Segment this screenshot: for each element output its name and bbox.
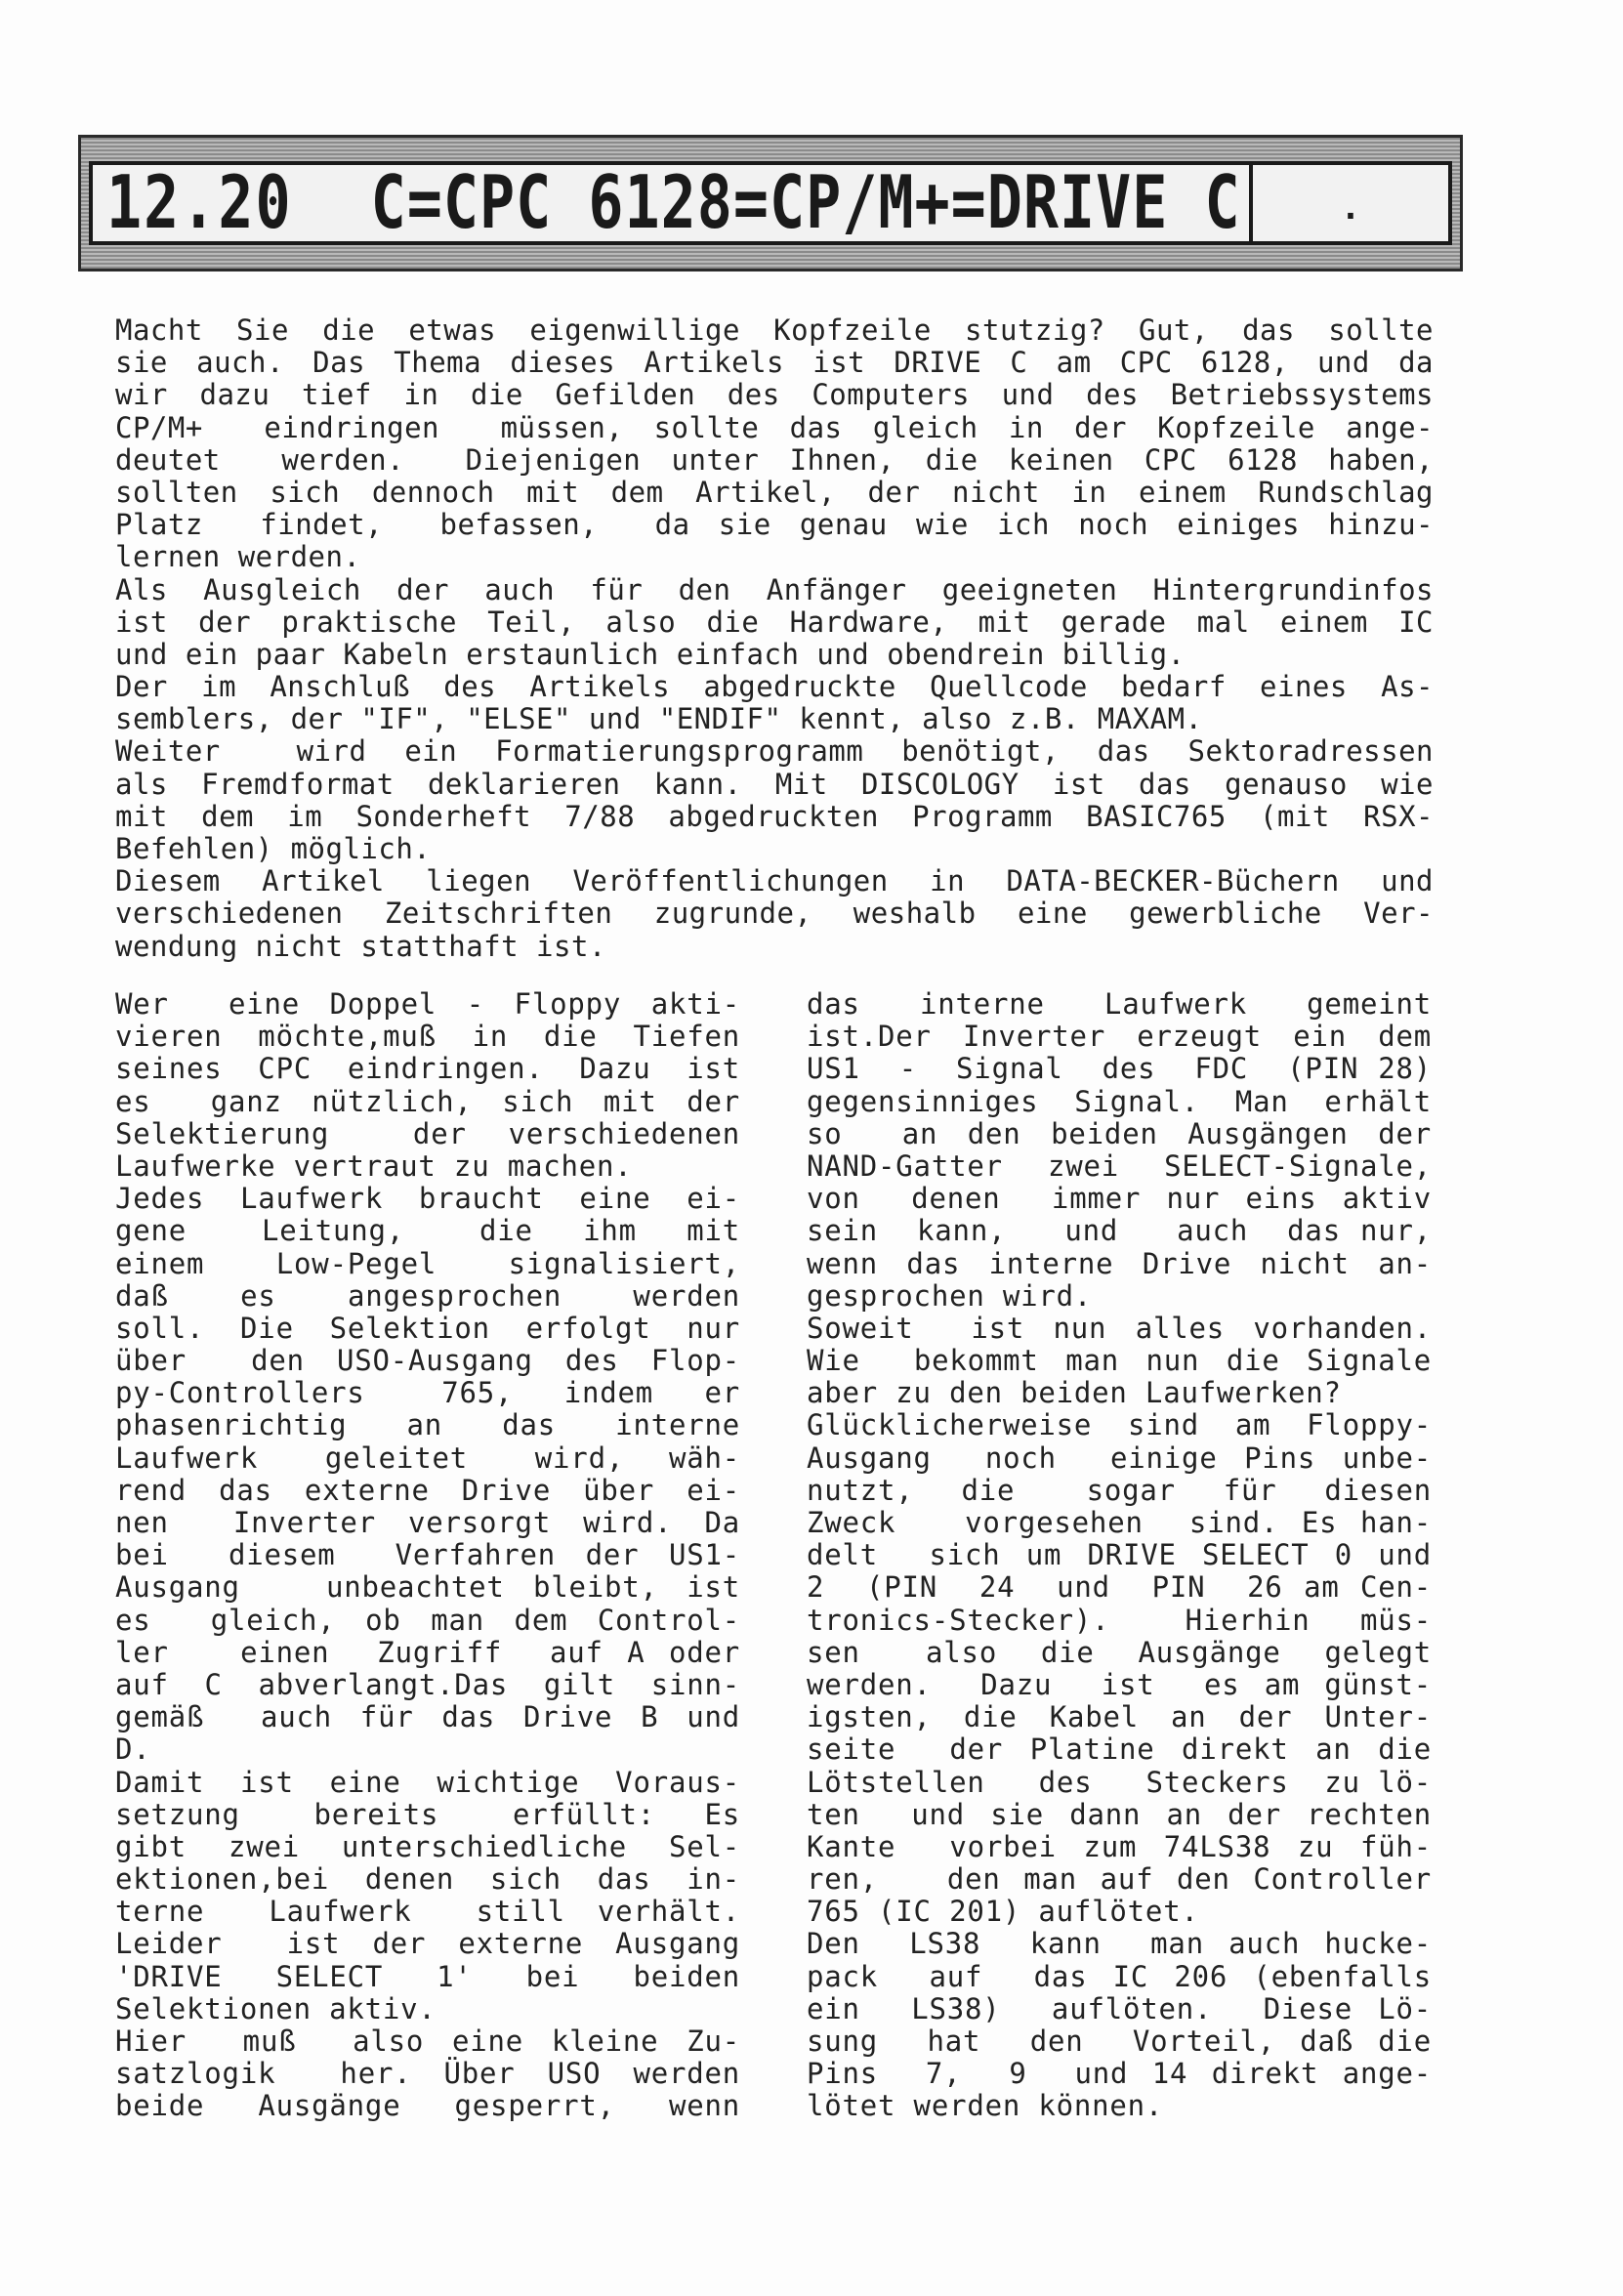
text-line: Glücklicherweise sind am Floppy- — [807, 1408, 1432, 1442]
text-line: seite der Platine direkt an die — [807, 1732, 1432, 1767]
text-line: tronics-Stecker). Hierhin müs- — [807, 1603, 1432, 1637]
text-line: Weiter wird ein Formatierungsprogramm benötigt, das Sektoradressen — [115, 734, 1434, 769]
text-line: terne Laufwerk still verhält. — [115, 1895, 740, 1929]
text-line: so an den beiden Ausgängen der — [807, 1116, 1432, 1150]
text-line: py-Controllers 765, indem er — [115, 1376, 740, 1410]
text-line: nen Inverter versorgt wird. Da — [115, 1506, 740, 1539]
text-line: D. — [115, 1732, 151, 1767]
text-line: pack auf das IC 206 (ebenfalls — [807, 1959, 1432, 1993]
text-line: Soweit ist nun alles vorhanden. — [807, 1311, 1432, 1345]
text-line: Ausgang noch einige Pins unbe- — [807, 1440, 1432, 1475]
text-line: verschiedenen Zeitschriften zugrunde, weshalb eine gewerbliche Ver- — [115, 897, 1434, 931]
left-column — [115, 988, 740, 2123]
text-line: Hier muß also eine kleine Zu- — [115, 2025, 740, 2058]
right-column — [807, 988, 1432, 2123]
text-line: sein kann, und auch das nur, — [807, 1214, 1432, 1248]
text-line: daß es angesprochen werden — [115, 1278, 740, 1313]
header-frame — [89, 161, 1452, 245]
section-number: 12.20 — [106, 160, 293, 246]
text-line: Damit ist eine wichtige Voraus- — [115, 1765, 740, 1799]
text-line: Zweck vorgesehen sind. Es han- — [807, 1506, 1432, 1539]
text-line: lernen werden. — [115, 540, 361, 574]
text-line: sie auch. Das Thema dieses Artikels ist DRIVE C am CPC 6128, und da — [115, 346, 1434, 380]
text-line: das interne Laufwerk gemeint — [807, 987, 1432, 1021]
text-line: Den LS38 kann man auch hucke- — [807, 1927, 1432, 1961]
text-line: ist.Der Inverter erzeugt ein dem — [807, 1020, 1432, 1054]
text-line: Diesem Artikel liegen Veröffentlichungen in DATA-BECKER-Büchern und — [115, 864, 1434, 898]
intro-paragraphs — [115, 314, 1434, 963]
text-line: Befehlen) möglich. — [115, 832, 432, 865]
text-line: ist der praktische Teil, also die Hardware, mit gerade mal einem IC — [115, 605, 1434, 639]
text-line: ren, den man auf den Controller — [807, 1862, 1432, 1897]
text-line: mit dem im Sonderheft 7/88 abgedruckten Programm BASIC765 (mit RSX- — [115, 799, 1434, 833]
text-line: aber zu den beiden Laufwerken? — [807, 1376, 1342, 1410]
text-line: über den USO-Ausgang des Flop- — [115, 1344, 740, 1378]
text-line: deutet werden. Diejenigen unter Ihnen, die keinen CPC 6128 haben, — [115, 442, 1434, 477]
text-line: Selektierung der verschiedenen — [115, 1116, 740, 1150]
text-line: sung hat den Vorteil, daß die — [807, 2025, 1432, 2058]
text-line: Als Ausgleich der auch für den Anfänger geeigneten Hintergrundinfos — [115, 572, 1434, 606]
text-line: Ausgang unbeachtet bleibt, ist — [115, 1570, 740, 1605]
text-line: Leider ist der externe Ausgang — [115, 1927, 740, 1961]
text-line: setzung bereits erfüllt: Es — [115, 1797, 740, 1831]
text-line: satzlogik her. Über USO werden — [115, 2057, 740, 2091]
text-line: ten und sie dann an der rechten — [807, 1797, 1432, 1831]
header-title-box — [93, 160, 1253, 246]
text-line: es ganz nützlich, sich mit der — [115, 1084, 740, 1118]
text-line: NAND-Gatter zwei SELECT-Signale, — [807, 1148, 1432, 1183]
text-line: CP/M+ eindringen müssen, sollte das gleich in der Kopfzeile ange- — [115, 410, 1434, 444]
text-line: Wie bekommt man nun die Signale — [807, 1344, 1432, 1378]
text-line: Jedes Laufwerk braucht eine ei- — [115, 1182, 740, 1216]
text-line: wendung nicht statthaft ist. — [115, 929, 606, 963]
text-line: gesprochen wird. — [807, 1278, 1093, 1313]
text-line: Der im Anschluß des Artikels abgedruckte Quellcode bedarf eines As- — [115, 670, 1434, 704]
text-line: Laufwerk geleitet wird, wäh- — [115, 1440, 740, 1475]
text-line: einem Low-Pegel signalisiert, — [115, 1246, 740, 1280]
text-line: als Fremdformat deklarieren kann. Mit DISCOLOGY ist das genauso wie — [115, 767, 1434, 801]
text-line: wir dazu tief in die Gefilden des Computers und des Betriebssystems — [115, 378, 1434, 412]
text-line: semblers, der "IF", "ELSE" und "ENDIF" kennt, also z.B. MAXAM. — [115, 702, 1203, 736]
text-line: igsten, die Kabel an der Unter- — [807, 1700, 1432, 1734]
text-line: es gleich, ob man dem Control- — [115, 1603, 740, 1637]
text-line: Kante vorbei zum 74LS38 zu füh- — [807, 1829, 1432, 1863]
text-line: Macht Sie die etwas eigenwillige Kopfzeile stutzig? Gut, das sollte — [115, 313, 1434, 347]
text-line: 765 (IC 201) auflötet. — [807, 1895, 1199, 1929]
text-line: gegensinniges Signal. Man erhält — [807, 1084, 1432, 1118]
text-line: 2 (PIN 24 und PIN 26 am Cen- — [807, 1570, 1432, 1605]
text-line: nutzt, die sogar für diesen — [807, 1473, 1432, 1507]
text-line: und ein paar Kabeln erstaunlich einfach und obendrein billig. — [115, 637, 1186, 671]
text-line: US1 - Signal des FDC (PIN 28) — [807, 1052, 1432, 1086]
text-line: lötet werden können. — [807, 2089, 1164, 2123]
text-line: delt sich um DRIVE SELECT 0 und — [807, 1538, 1432, 1572]
text-line: bei diesem Verfahren der US1- — [115, 1538, 740, 1572]
text-line: wenn das interne Drive nicht an- — [807, 1246, 1432, 1280]
text-line: auf C abverlangt.Das gilt sinn- — [115, 1667, 740, 1701]
text-line: Laufwerke vertraut zu machen. — [115, 1148, 633, 1183]
text-line: soll. Die Selektion erfolgt nur — [115, 1311, 740, 1345]
text-line: Wer eine Doppel - Floppy akti- — [115, 987, 740, 1021]
header-banner — [78, 135, 1463, 271]
text-line: gene Leitung, die ihm mit — [115, 1214, 740, 1248]
text-line: ler einen Zugriff auf A oder — [115, 1635, 740, 1669]
text-line: beide Ausgänge gesperrt, wenn — [115, 2089, 740, 2123]
text-line: werden. Dazu ist es am günst- — [807, 1667, 1432, 1701]
text-line: gibt zwei unterschiedliche Sel- — [115, 1829, 740, 1863]
text-line: vieren möchte,muß in die Tiefen — [115, 1020, 740, 1054]
text-line: gemäß auch für das Drive B und — [115, 1700, 740, 1734]
text-line: 'DRIVE SELECT 1' bei beiden — [115, 1959, 740, 1993]
text-line: sen also die Ausgänge gelegt — [807, 1635, 1432, 1669]
text-line: Pins 7, 9 und 14 direkt ange- — [807, 2057, 1432, 2091]
text-line: Selektionen aktiv. — [115, 1991, 437, 2025]
text-line: Lötstellen des Steckers zu lö- — [807, 1765, 1432, 1799]
text-line: Platz findet, befassen, da sie genau wie ich noch einiges hinzu- — [115, 508, 1434, 542]
page-title: C=CPC 6128=CP/M+=DRIVE C — [370, 160, 1241, 246]
text-line: sollten sich dennoch mit dem Artikel, der nicht in einem Rundschlag — [115, 475, 1434, 509]
header-mark-box — [1253, 165, 1448, 241]
header-mark: . — [1340, 188, 1361, 228]
text-line: phasenrichtig an das interne — [115, 1408, 740, 1442]
text-line: von denen immer nur eins aktiv — [807, 1182, 1432, 1216]
text-line: ektionen,bei denen sich das in- — [115, 1862, 740, 1897]
text-line: ein LS38) auflöten. Diese Lö- — [807, 1991, 1432, 2025]
text-line: rend das externe Drive über ei- — [115, 1473, 740, 1507]
text-line: seines CPC eindringen. Dazu ist — [115, 1052, 740, 1086]
